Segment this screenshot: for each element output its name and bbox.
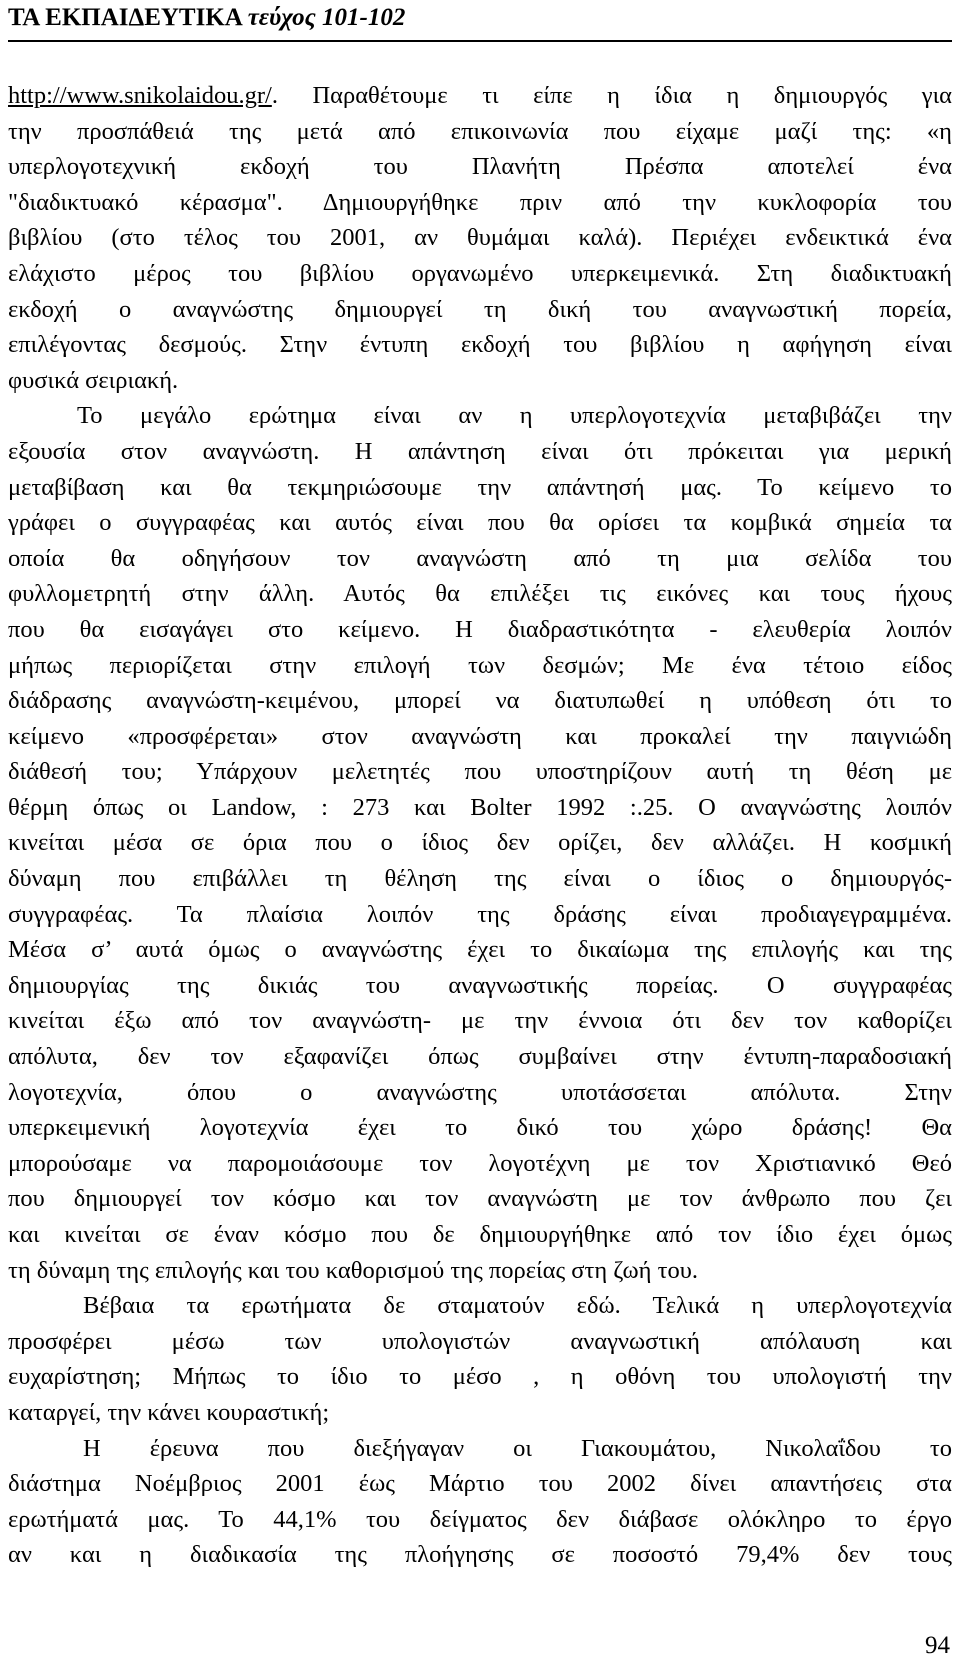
text-line: υπερκειμενική λογοτεχνία έχει το δικό του χώρο δράσης! Θα — [8, 1114, 952, 1142]
text-line: αν και η διαδικασία της πλοήγησης σε ποσοστό 79,4% δεν τους — [8, 1541, 952, 1569]
text-line: μπορούσαμε να παρομοιάσουμε τον λογοτέχνη με τον Χριστιανικό Θεό — [8, 1149, 952, 1177]
text-line: ευχαρίστηση; Μήπως το ίδιο το μέσο , η οθόνη του υπολογιστή την — [8, 1363, 952, 1391]
text-line: http://www.snikolaidou.gr/. Παραθέτουμε τι είπε η ίδια η δημιουργός για — [8, 82, 952, 109]
text-line: δημιουργίας της δικιάς του αναγνωστικής πορείας. Ο συγγραφέας — [8, 971, 952, 999]
text-line: κινείται έξω από τον αναγνώστη- με την έννοια ότι δεν τον καθορίζει — [8, 1007, 952, 1035]
journal-title: ΤΑ ΕΚΠΑΙΔΕΥΤΙΚΑ — [8, 4, 242, 31]
text-line: που θα εισαγάγει στο κείμενο. Η διαδραστικότητα - ελευθερία λοιπόν — [8, 615, 952, 643]
text-line: υπερλογοτεχνική εκδοχή του Πλανήτη Πρέσπα αποτελεί ένα — [8, 153, 952, 181]
page-number: 94 — [925, 1632, 950, 1659]
text-line: και κινείται σε έναν κόσμο που δε δημιουργήθηκε από τον ίδιο έχει όμως — [8, 1221, 952, 1248]
text-line: γράφει ο συγγραφέας και αυτός είναι που θα ορίσει τα κομβικά σημεία τα — [8, 509, 952, 537]
text-line: μήπως περιορίζεται στην επιλογή των δεσμών; Με ένα τέτοιο είδος — [8, 651, 952, 679]
text-line: Μέσα σ’ αυτά όμως ο αναγνώστης έχει το δικαίωμα της επιλογής και της — [8, 936, 952, 964]
text-line: προσφέρει μέσω των υπολογιστών αναγνωστική απόλαυση και — [8, 1327, 952, 1355]
text-line: βιβλίου (στο τέλος του 2001, αν θυμάμαι καλά). Περιέχει ενδεικτικά ένα — [8, 224, 952, 252]
text-line: λογοτεχνία, όπου ο αναγνώστης υποτάσσεται απόλυτα. Στην — [8, 1078, 952, 1106]
text-line: "διαδικτυακό κέρασμα". Δημιουργήθηκε πριν από την κυκλοφορία του — [8, 188, 952, 216]
text-line: Η έρευνα που διεξήγαγαν οι Γιακουμάτου, Νικολαΐδου το — [83, 1434, 952, 1462]
text-line: φυσικά σειριακή. — [8, 366, 179, 394]
text-line: ελάχιστο μέρος του βιβλίου οργανωμένο υπερκειμενικά. Στη διαδικτυακή — [8, 259, 952, 287]
text-line: φυλλομετρητή στην άλλη. Αυτός θα επιλέξει τις εικόνες και τους ήχους — [8, 580, 952, 608]
text-line: τη δύναμη της επιλογής και του καθορισμού της πορείας στη ζωή του. — [8, 1256, 698, 1284]
text-line: εκδοχή ο αναγνώστης δημιουργεί τη δική του αναγνωστική πορεία, — [8, 295, 952, 323]
author-site-link[interactable]: http://www.snikolaidou.gr/ — [8, 82, 272, 109]
text-line: που δημιουργεί τον κόσμο και τον αναγνώστη με τον άνθρωπο που ζει — [8, 1185, 952, 1213]
text-line: διάδρασης αναγνώστη-κειμένου, μπορεί να διατυπωθεί η υπόθεση ότι το — [8, 687, 952, 715]
text-line: διάθεσή του; Υπάρχουν μελετητές που υποστηρίζουν αυτή τη θέση με — [8, 758, 952, 786]
text-line: μεταβίβαση και θα τεκμηριώσουμε την απάντησή μας. Το κείμενο το — [8, 473, 952, 501]
text-line: εξουσία στον αναγνώστη. Η απάντηση είναι ότι πρόκειται για μερική — [8, 437, 952, 465]
text-line: επιλέγοντας δεσμούς. Στην έντυπη εκδοχή του βιβλίου η αφήγηση είναι — [8, 331, 952, 359]
text-line: την προσπάθειά της μετά από επικοινωνία που είχαμε μαζί της: «η — [8, 117, 952, 145]
text-line: καταργεί, την κάνει κουραστική; — [8, 1398, 330, 1426]
text-line: απόλυτα, δεν τον εξαφανίζει όπως συμβαίνει στην έντυπη-παραδοσιακή — [8, 1043, 952, 1071]
text-line: ερωτήματά μας. Το 44,1% του δείγματος δεν διάβασε ολόκληρο το έργο — [8, 1505, 952, 1533]
issue-label: τεύχος 101-102 — [247, 4, 406, 31]
text-line: συγγραφέας. Τα πλαίσια λοιπόν της δράσης είναι προδιαγεγραμμένα. — [8, 900, 952, 928]
running-header — [8, 2, 952, 34]
header-rule — [8, 40, 952, 42]
text-line: Το μεγάλο ερώτημα είναι αν η υπερλογοτεχνία μεταβιβάζει την — [77, 402, 952, 430]
text-line: Βέβαια τα ερωτήματα δε σταματούν εδώ. Τελικά η υπερλογοτεχνία — [83, 1292, 952, 1320]
text-line: θέρμη όπως οι Landow, : 273 και Bolter 1992 :.25. Ο αναγνώστης λοιπόν — [8, 793, 952, 821]
text-line: διάστημα Νοέμβριος 2001 έως Μάρτιο του 2002 δίνει απαντήσεις στα — [8, 1470, 952, 1498]
text-line: κινείται μέσα σε όρια που ο ίδιος δεν ορίζει, δεν αλλάζει. Η κοσμική — [8, 829, 952, 857]
article-body — [8, 78, 952, 1573]
text-line: οποία θα οδηγήσουν τον αναγνώστη από τη μια σελίδα του — [8, 544, 952, 572]
text-line: δύναμη που επιβάλλει τη θέληση της είναι ο ίδιος ο δημιουργός- — [8, 865, 952, 893]
text-line: κείμενο «προσφέρεται» στον αναγνώστη και προκαλεί την παιγνιώδη — [8, 722, 952, 750]
